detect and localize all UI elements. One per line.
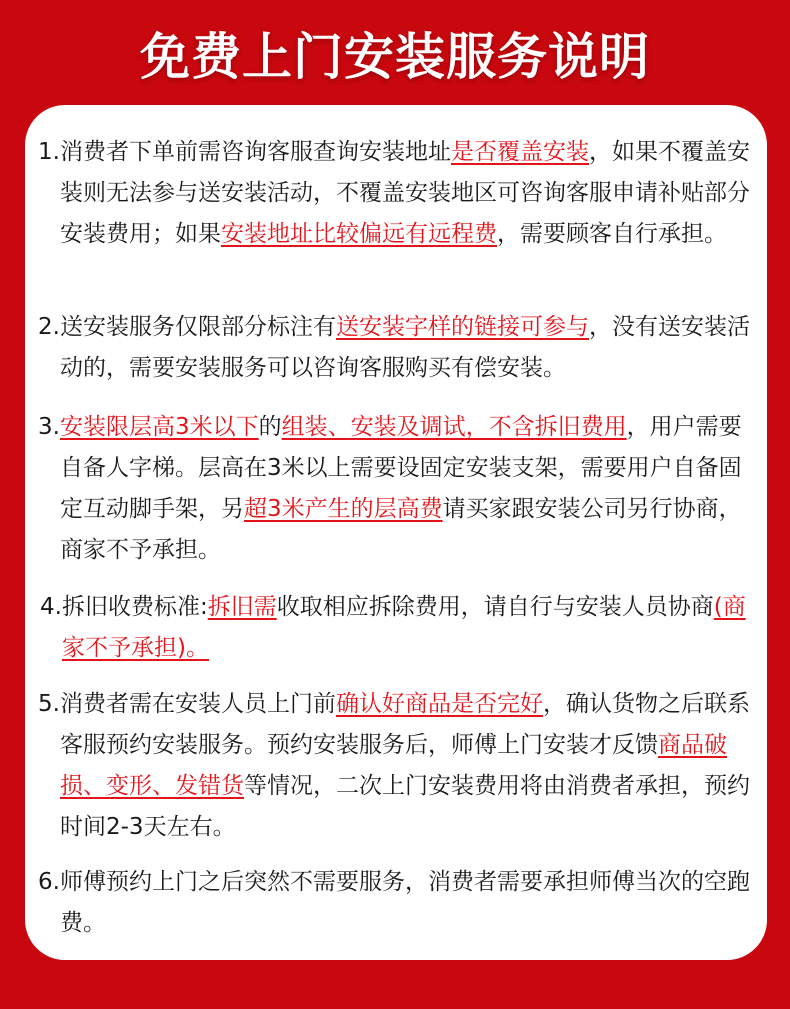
item-number: 3. bbox=[38, 414, 60, 440]
highlighted-text: 组装、安装及调试，不含拆旧费用 bbox=[281, 414, 627, 440]
list-item bbox=[38, 307, 750, 381]
highlighted-text: 安装限层高3米以下 bbox=[60, 414, 259, 440]
body-text: ，没有送安装活动的，需要安装服务可以咨询客服购买有偿安装。 bbox=[60, 314, 750, 381]
highlighted-text: 确认好商品是否完好 bbox=[336, 691, 543, 717]
body-text: 师傅预约上门之后突然不需要服务，消费者需要承担师傅当次的空跑费。 bbox=[60, 869, 750, 936]
body-text: 消费者需在安装人员上门前 bbox=[60, 691, 336, 717]
list-item bbox=[40, 587, 752, 661]
list-item bbox=[38, 684, 750, 840]
item-number: 6. bbox=[38, 869, 60, 895]
item-text bbox=[60, 407, 750, 571]
item-number: 1. bbox=[38, 139, 60, 165]
body-text: ，用户需要自备人字梯。层高在3米以上需要设固定安装支架，需要用户自备固定互动脚手架，另 bbox=[60, 414, 742, 522]
list-item bbox=[38, 862, 750, 936]
highlighted-text: 安装地址比较偏远有远程费 bbox=[221, 221, 497, 247]
body-text: ，需要顾客自行承担。 bbox=[497, 221, 727, 247]
item-number: 4. bbox=[40, 594, 62, 620]
list-item bbox=[38, 132, 750, 247]
highlighted-text: (商家不予承担)。 bbox=[62, 594, 746, 661]
body-text: 送安装服务仅限部分标注有 bbox=[60, 314, 336, 340]
body-text: 拆旧收费标准: bbox=[62, 594, 208, 620]
item-number: 5. bbox=[38, 691, 60, 717]
body-text: ，如果不覆盖安装则无法参与送安装活动，不覆盖安装地区可咨询客服申请补贴部分安装费用；如果 bbox=[60, 139, 750, 247]
item-text bbox=[60, 684, 750, 848]
highlighted-text: 超3米产生的层高费 bbox=[244, 496, 443, 522]
body-text: 等情况，二次上门安装费用将由消费者承担，预约时间2-3天左右。 bbox=[60, 773, 750, 840]
body-text: ，确认货物之后联系客服预约安装服务。预约安装服务后，师傅上门安装才反馈 bbox=[60, 691, 750, 758]
list-item bbox=[38, 407, 750, 563]
item-text bbox=[60, 132, 750, 255]
body-text: 的 bbox=[258, 414, 282, 440]
body-text: 消费者下单前需咨询客服查询安装地址 bbox=[60, 139, 451, 165]
page-title: 免费上门安装服务说明 bbox=[140, 28, 650, 86]
body-text: 收取相应拆除费用，请自行与安装人员协商 bbox=[276, 594, 714, 620]
item-text bbox=[62, 587, 752, 669]
highlighted-text: 是否覆盖安装 bbox=[451, 139, 589, 165]
item-text bbox=[60, 862, 750, 944]
highlighted-text: 商品破损、变形、发错货 bbox=[60, 732, 727, 799]
body-text: 请买家跟安装公司另行协商，商家不予承担。 bbox=[60, 496, 742, 563]
item-number: 2. bbox=[38, 314, 60, 340]
item-text bbox=[60, 307, 750, 389]
highlighted-text: 拆旧需 bbox=[207, 594, 277, 620]
highlighted-text: 送安装字样的链接可参与 bbox=[336, 314, 589, 340]
